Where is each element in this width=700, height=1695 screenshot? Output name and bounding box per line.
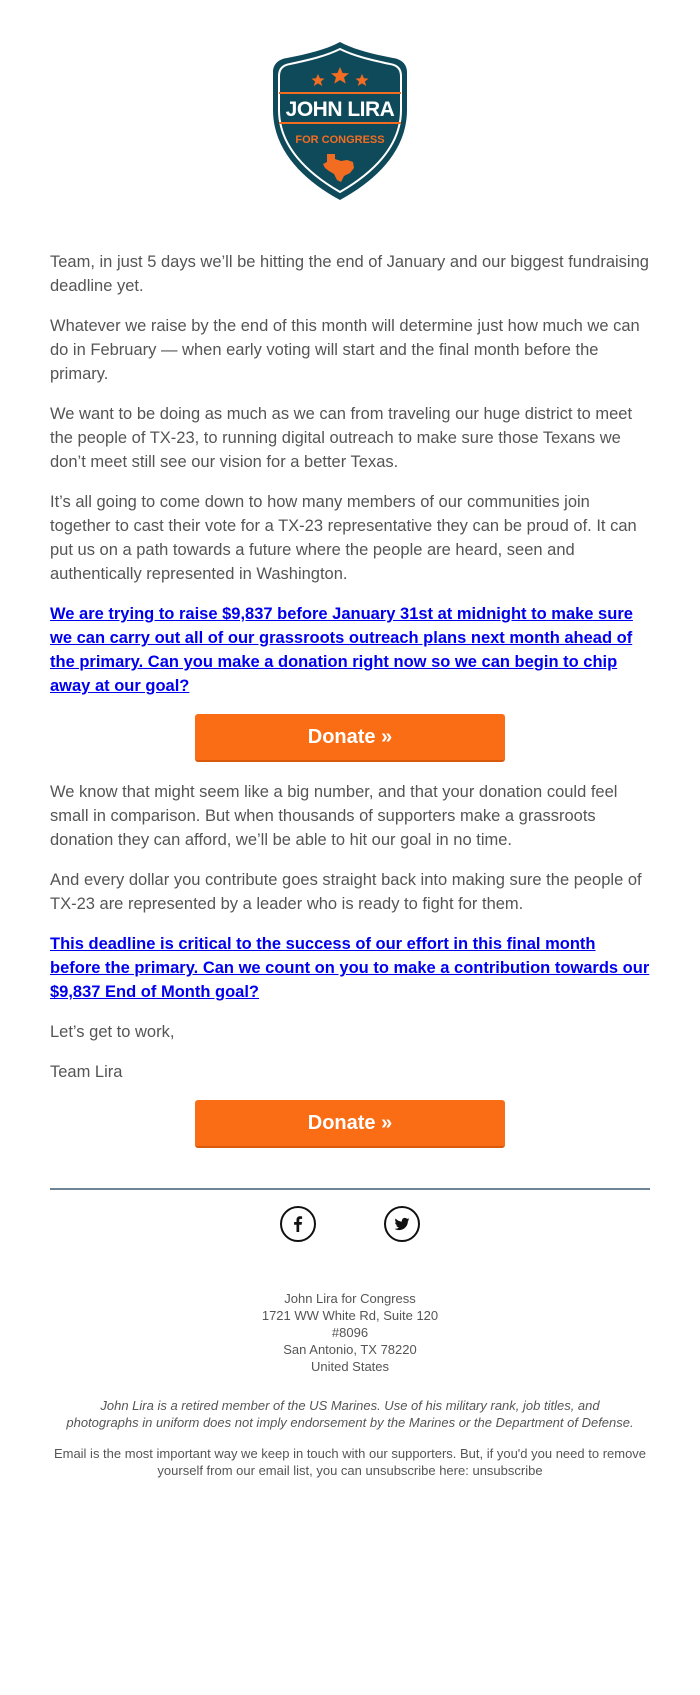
header-logo-area [0,0,700,250]
donate-button-row [50,714,650,762]
mailing-address [0,1290,700,1375]
unsubscribe-text: Email is the most important way we keep in touch with our supporters. But, if you'd you need to remove yourself from our email list, you can unsubscribe here: [53,1446,647,1478]
svg-text:FOR CONGRESS: FOR CONGRESS [295,134,385,146]
signature: Team Lira [50,1063,123,1081]
address-line: #8096 [331,1325,369,1340]
donate-button[interactable]: Donate » [195,714,505,762]
svg-text:JOHN LIRA: JOHN LIRA [285,98,395,121]
twitter-icon[interactable] [384,1206,420,1242]
donate-button-row [50,1100,650,1148]
footer-divider [50,1188,650,1190]
donate-button[interactable]: Donate » [195,1100,505,1148]
signoff: Let’s get to work, [50,1023,175,1041]
paragraph: We want to be doing as much as we can from traveling our huge district to meet the people of TX-23, to running digital outreach to make sure those Texans we don’t meet still see our vision for a better Texas. [50,405,633,471]
deadline-appeal-link[interactable]: This deadline is critical to the success of our effort in this final month before the primary. Can we count on you to make a contribution towards our $9,837 End of Month goal? [50,935,650,1001]
social-links [0,1206,700,1242]
paragraph: It’s all going to come down to how many members of our communities join together to cast their vote for a TX-23 representative they can be proud of. It can put us on a path towards a future where the people are heard, seen and authentically represented in Washington. [50,493,637,583]
paragraph: Whatever we raise by the end of this month will determine just how much we can do in February — when early voting will start and the final month before the primary. [50,317,640,383]
address-line: John Lira for Congress [284,1291,416,1306]
unsubscribe-notice [50,1445,650,1479]
military-disclaimer: John Lira is a retired member of the US Marines. Use of his military rank, job titles, and photographs in uniform does not imply endorsement by the Marines or the Department of Defense. [66,1398,634,1430]
paragraph: And every dollar you contribute goes straight back into making sure the people of TX-23 are represented by a leader who is ready to fight for them. [50,871,642,913]
address-line: United States [310,1359,390,1374]
email-body [0,250,700,1148]
address-line: San Antonio, TX 78220 [283,1342,417,1357]
donation-appeal-link[interactable]: We are trying to raise $9,837 before January 31st at midnight to make sure we can carry out all of our grassroots outreach plans next month ahead of the primary. Can you make a donation right now so we can begin to chip away at our goal? [50,605,633,695]
campaign-logo [267,40,413,202]
facebook-icon[interactable] [280,1206,316,1242]
paragraph: Team, in just 5 days we’ll be hitting the end of January and our biggest fundraising deadline yet. [50,253,649,295]
address-line: 1721 WW White Rd, Suite 120 [261,1308,439,1323]
unsubscribe-link[interactable]: unsubscribe [472,1463,543,1478]
paragraph: We know that might seem like a big number, and that your donation could feel small in comparison. But when thousands of supporters make a grassroots donation they can afford, we’ll be able to hit our goal in no time. [50,783,618,849]
